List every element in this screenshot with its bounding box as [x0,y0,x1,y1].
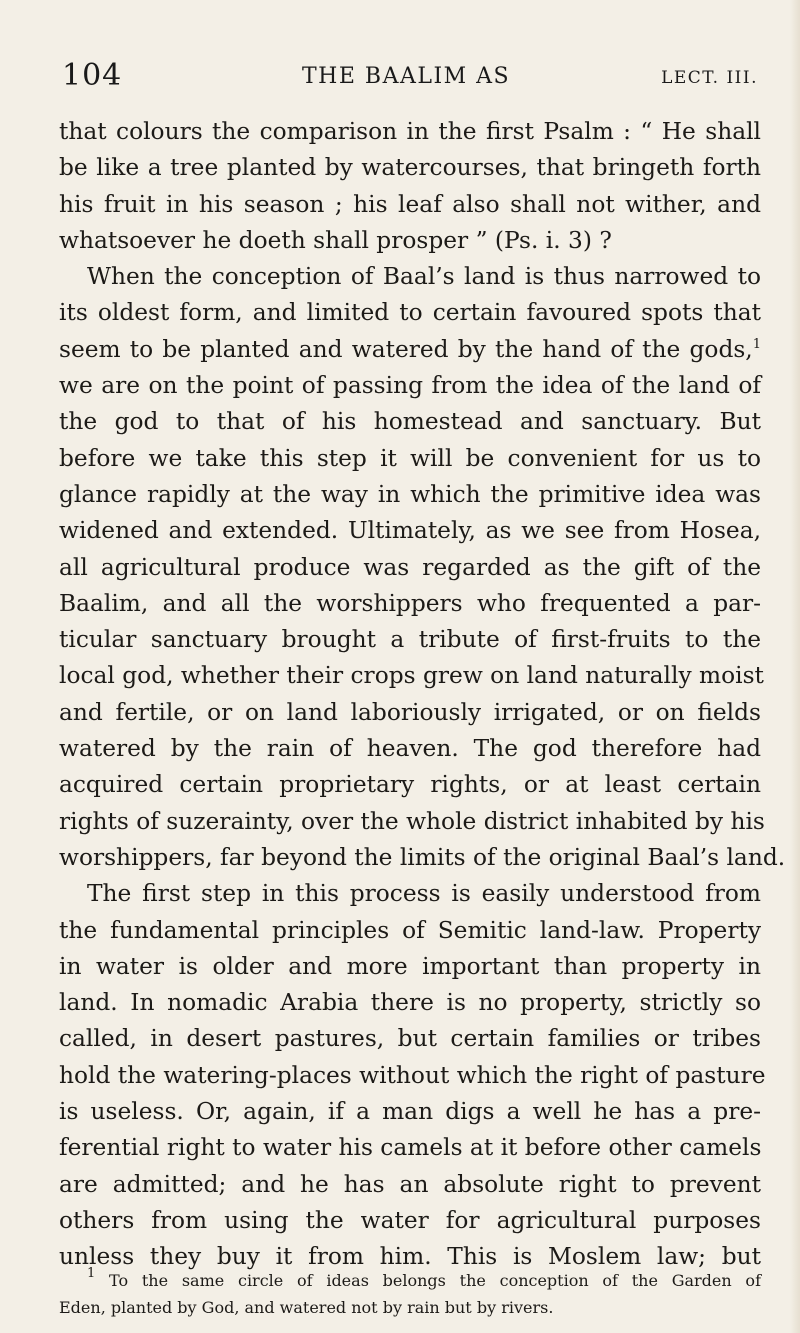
text-line: others from using the water for agricultural purposes [59,1206,761,1234]
lecture-label: LECT. III. [661,68,758,88]
text-line: worshippers, far beyond the limits of the original Baal’s land. [59,843,786,871]
page-header [62,58,758,98]
running-title: THE BAALIM AS [302,64,511,89]
text-line: that colours the comparison in the first Psalm : “ He shall [59,118,761,145]
text-line: and fertile, or on land laboriously irrigated, or on fields [59,698,761,726]
text-line: unless they buy it from him. This is Moslem law; but [59,1243,761,1271]
text-line: are admitted; and he has an absolute right to prevent [59,1170,761,1198]
text-line: ticular sanctuary brought a tribute of first-fruits to the [59,626,761,654]
page-edge [790,0,800,1333]
text-line: The first step in this process is easily understood from [87,880,761,908]
text-line: the god to that of his homestead and sanctuary. But [59,408,761,436]
text-line: be like a tree planted by watercourses, that bringeth forth [59,154,761,182]
footnotes [59,1267,761,1321]
text-line: land. In nomadic Arabia there is no property, strictly so [59,989,761,1017]
footnote-marker: 1 [87,1266,96,1281]
footnote-line [59,1267,761,1294]
text-line: before we take this step it will be convenient for us to [59,444,761,472]
text-line: all agricultural produce was regarded as the gift of the [59,553,761,581]
text-line: acquired certain proprietary rights, or at least certain [59,771,761,799]
text-line: its oldest form, and limited to certain favoured spots that [59,299,761,327]
text-line: rights of suzerainty, over the whole district inhabited by his [59,807,765,835]
page-number: 104 [62,58,123,93]
text-line: we are on the point of passing from the idea of the land of [59,372,761,400]
footnote-line: Eden, planted by God, and watered not by rain but by rivers. [59,1298,554,1317]
text-line: seem to be planted and watered by the hand of the gods, [59,335,753,363]
text-line: the fundamental principles of Semitic land-law. Property [59,916,761,944]
text-line: called, in desert pastures, but certain families or tribes [59,1025,761,1053]
text-line: is useless. Or, again, if a man digs a well he has a pre- [59,1098,761,1126]
text-line: ferential right to water his camels at it before other camels [59,1134,762,1162]
text-line: hold the watering-places without which the right of pasture [59,1061,766,1089]
text-line: Baalim, and all the worshippers who frequented a par- [59,589,761,617]
text-line: local god, whether their crops grew on land naturally moist [59,662,764,690]
text-line: glance rapidly at the way in which the primitive idea was [59,480,761,508]
text-line: in water is older and more important than property in [59,952,761,980]
text-line: When the conception of Baal’s land is thus narrowed to [87,263,761,291]
text-line-with-footnote [59,332,761,368]
footnote-text: To the same circle of ideas belongs the conception of the Garden of [109,1271,761,1290]
text-line: whatsoever he doeth shall prosper ” (Ps. i. 3) ? [59,226,612,254]
body-text [59,114,786,1276]
text-line: his fruit in his season ; his leaf also shall not wither, and [59,190,761,218]
footnote-reference: 1 [752,336,761,352]
text-line: watered by the rain of heaven. The god therefore had [59,735,761,763]
text-line: widened and extended. Ultimately, as we see from Hosea, [59,517,761,545]
